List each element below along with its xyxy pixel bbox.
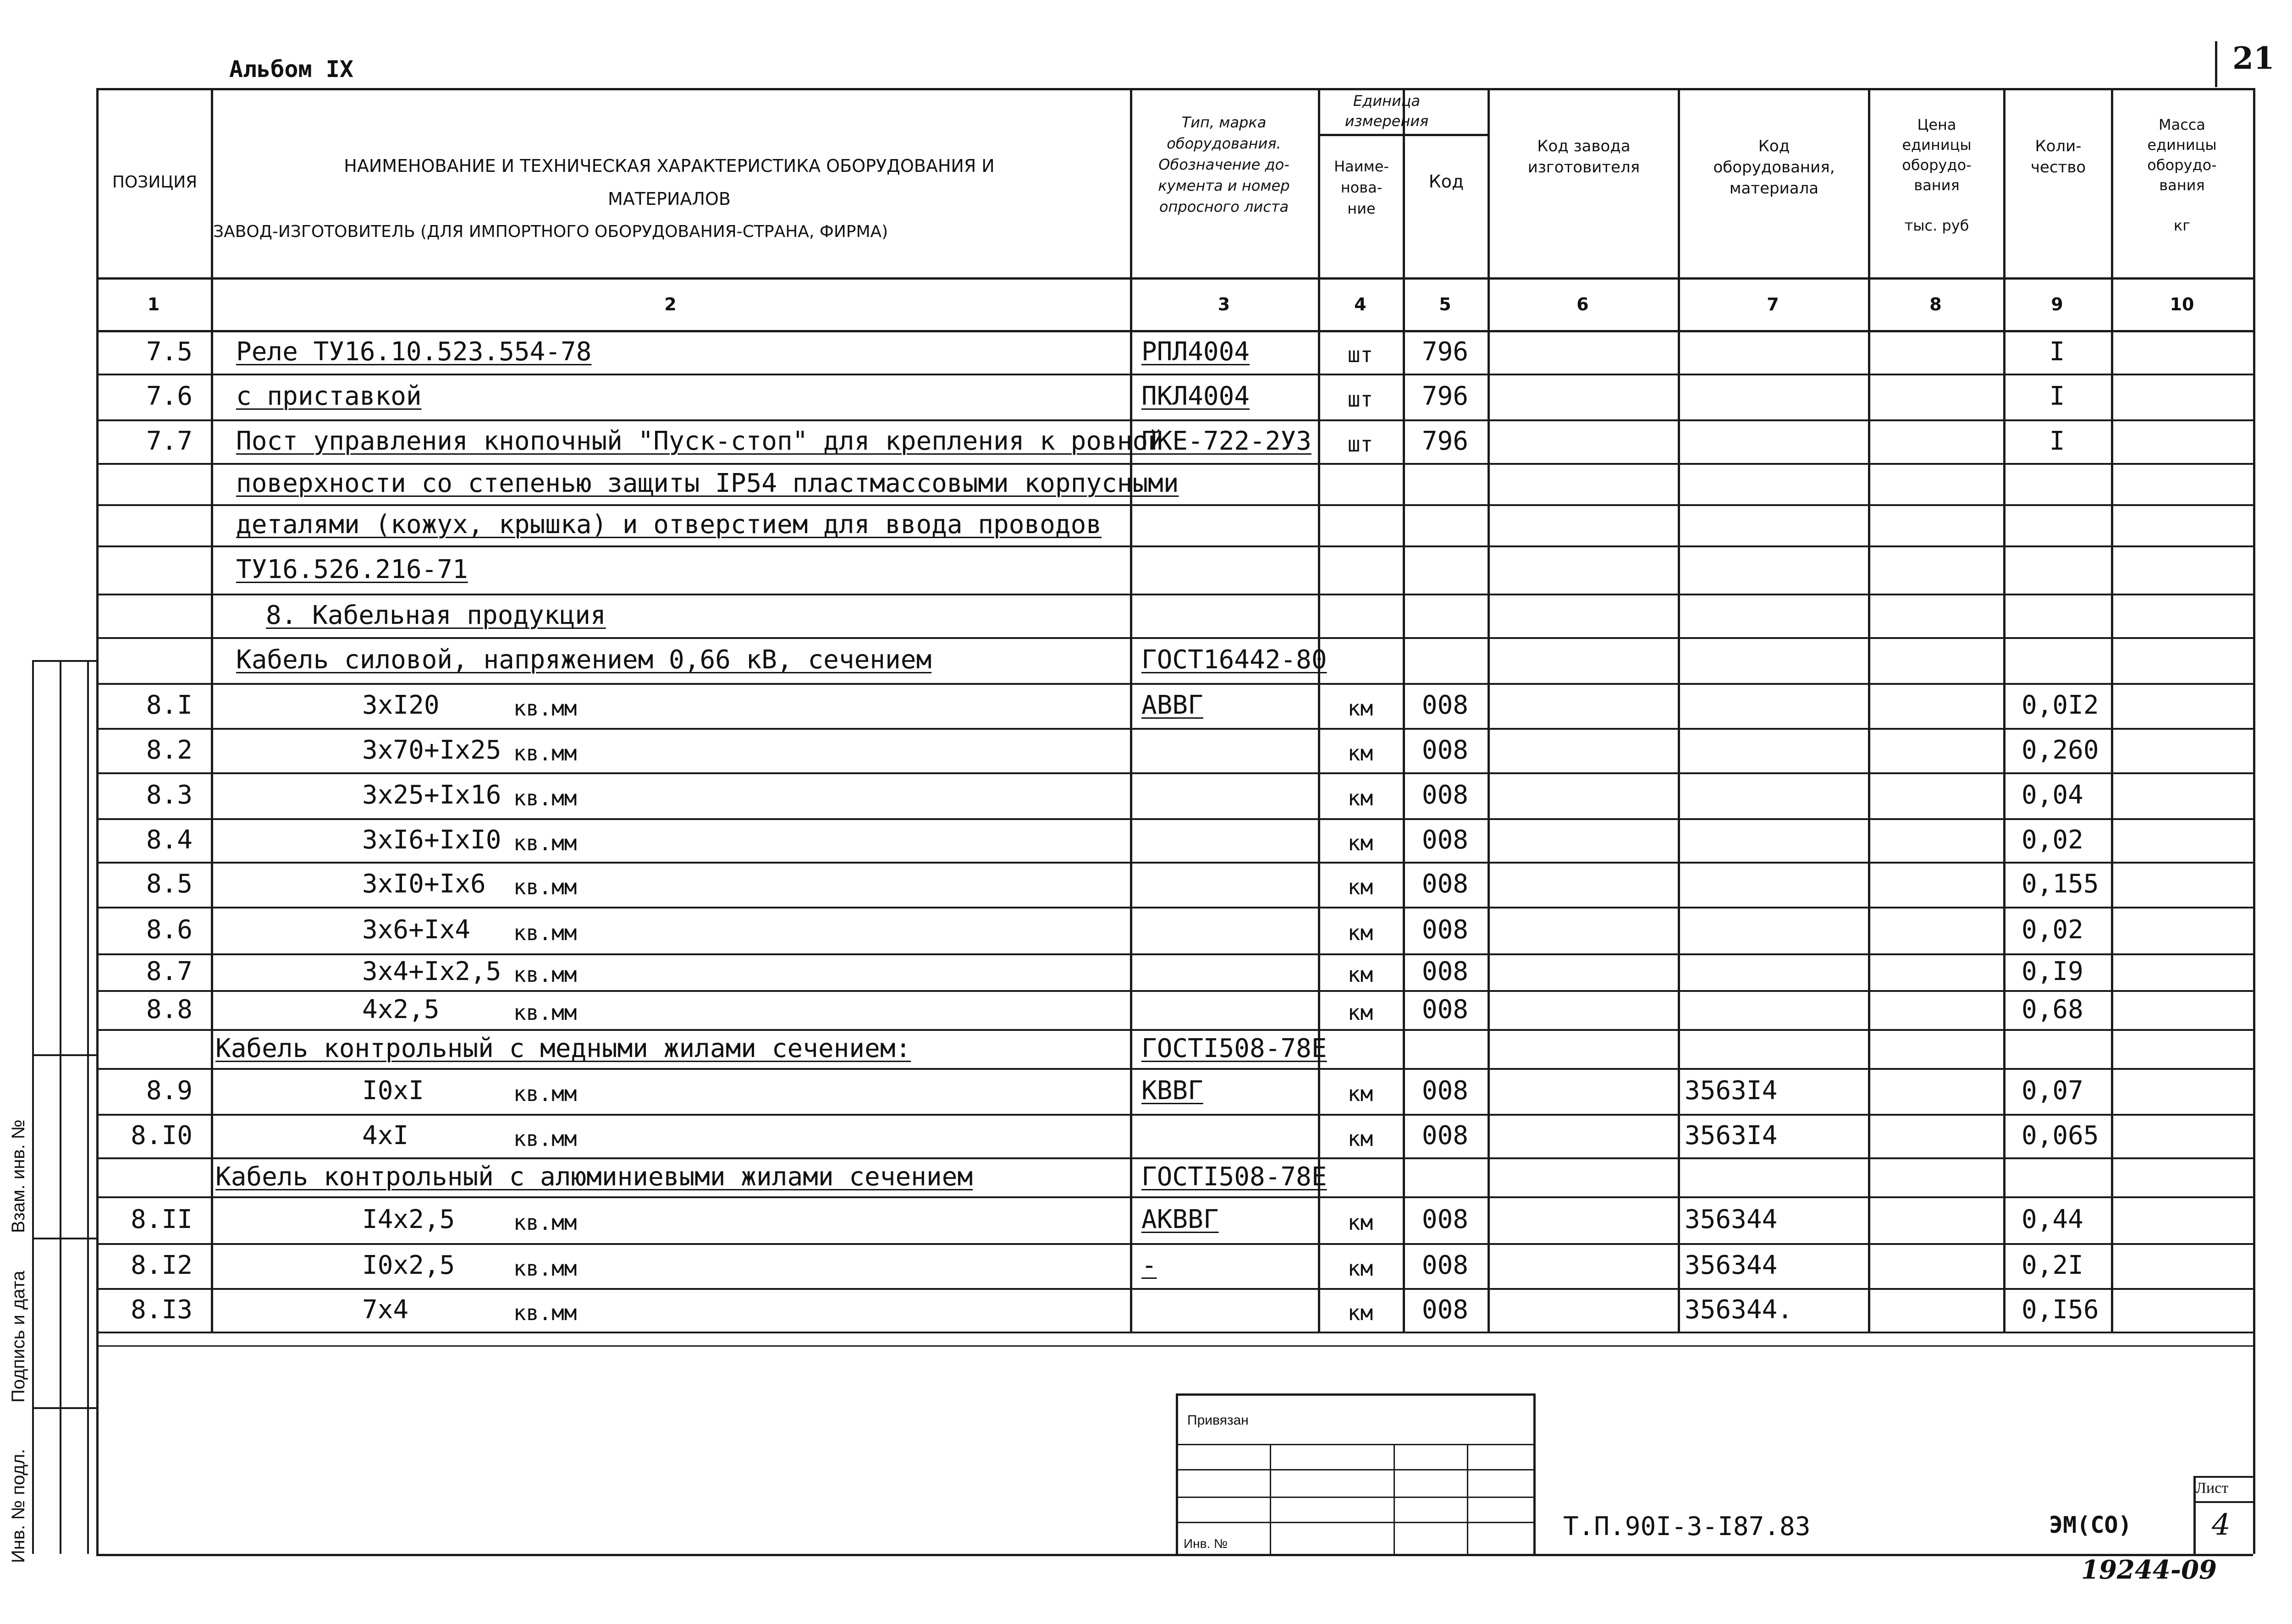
header-line: Код bbox=[1758, 137, 1790, 155]
section-unit-cell: кв.мм bbox=[513, 1081, 577, 1106]
title-block-line bbox=[2193, 1476, 2253, 1478]
side-stamp-signature: Подпись и дата bbox=[8, 1271, 28, 1403]
row-line bbox=[96, 683, 2253, 685]
unit-code-cell: 796 bbox=[1421, 381, 1469, 411]
corner-divider bbox=[2215, 41, 2217, 87]
type-cell: ГОСТI508-78Е bbox=[1141, 1033, 1327, 1063]
column-number: 8 bbox=[1929, 294, 1942, 314]
header-line: кумента и номер bbox=[1158, 177, 1290, 194]
stamp-label: Привязан bbox=[1187, 1413, 1249, 1428]
position-cell: 8.9 bbox=[146, 1076, 193, 1106]
row-line bbox=[96, 463, 2253, 465]
type-cell: РПЛ4004 bbox=[1141, 336, 1250, 367]
unit-code-cell: 008 bbox=[1421, 1250, 1469, 1280]
unit-code-cell: 008 bbox=[1421, 1120, 1469, 1151]
position-cell: 7.7 bbox=[146, 426, 193, 456]
unit-cell: шт bbox=[1347, 431, 1373, 457]
unit-code-cell: 008 bbox=[1421, 915, 1469, 945]
header-position: ПОЗИЦИЯ bbox=[112, 173, 198, 192]
sheet-corner-number: 21 bbox=[2232, 40, 2275, 76]
column-number: 10 bbox=[2170, 294, 2194, 314]
header-line: Наиме- bbox=[1334, 158, 1389, 175]
archive-number: 19244-09 bbox=[2081, 1555, 2217, 1585]
title-block-line bbox=[1533, 1393, 1536, 1554]
position-cell: 8.3 bbox=[146, 780, 193, 810]
column-number: 2 bbox=[664, 294, 677, 314]
position-cell: 7.5 bbox=[146, 336, 193, 367]
unit-cell: км bbox=[1347, 696, 1373, 721]
header-line: единицы bbox=[2147, 136, 2217, 154]
column-line bbox=[2253, 88, 2255, 1332]
row-line bbox=[96, 637, 2253, 639]
column-line bbox=[211, 88, 213, 1332]
inventory-label: Инв. № bbox=[1184, 1536, 1228, 1551]
header-line: тыс. руб bbox=[1904, 217, 1969, 234]
header-quantity bbox=[2006, 136, 2111, 178]
title-block-line bbox=[1176, 1497, 1533, 1498]
side-stamp-line bbox=[87, 660, 89, 1554]
title-block-line bbox=[1394, 1444, 1395, 1554]
unit-cell: км bbox=[1347, 1000, 1373, 1025]
unit-code-cell: 008 bbox=[1421, 957, 1469, 986]
column-number: 3 bbox=[1218, 294, 1230, 314]
header-line: оборудо- bbox=[1902, 156, 1972, 174]
position-cell: 8.I3 bbox=[131, 1294, 193, 1325]
row-line bbox=[96, 594, 2253, 595]
position-cell: 8.7 bbox=[146, 957, 193, 986]
header-line: оборудования. bbox=[1167, 135, 1281, 152]
quantity-cell: 0,02 bbox=[2022, 915, 2083, 945]
unit-code-cell: 008 bbox=[1421, 690, 1469, 720]
section-cell: 4х2,5 bbox=[362, 994, 440, 1024]
quantity-cell: 0,0I2 bbox=[2022, 690, 2099, 720]
section-cell: 3х4+Iх2,5 bbox=[362, 957, 501, 986]
unit-cell: км bbox=[1347, 962, 1373, 987]
unit-code-cell: 008 bbox=[1421, 994, 1469, 1024]
section-unit-cell: кв.мм bbox=[513, 875, 577, 899]
quantity-cell: I bbox=[2049, 426, 2065, 456]
quantity-cell: 0,07 bbox=[2022, 1076, 2083, 1106]
unit-code-cell: 008 bbox=[1421, 825, 1469, 855]
name-cell: Пост управления кнопочный "Пуск-стоп" для крепления к ровной bbox=[236, 426, 1163, 456]
type-cell: АКВВГ bbox=[1141, 1205, 1219, 1234]
unit-code-cell: 008 bbox=[1421, 1205, 1469, 1234]
section-unit-cell: кв.мм bbox=[513, 1256, 577, 1281]
name-cell: ТУ16.526.216-71 bbox=[236, 554, 468, 584]
section-cell: 3х25+Iх16 bbox=[362, 780, 501, 810]
column-number: 9 bbox=[2051, 294, 2063, 314]
row-line bbox=[96, 728, 2253, 730]
section-cell: 3хI20 bbox=[362, 690, 440, 720]
row-line bbox=[96, 818, 2253, 820]
row-line bbox=[96, 545, 2253, 547]
unit-code-cell: 008 bbox=[1421, 780, 1469, 810]
header-name-line2: МАТЕРИАЛОВ bbox=[608, 189, 731, 209]
section-unit-cell: кв.мм bbox=[513, 1300, 577, 1325]
frame-bottom-line bbox=[96, 1554, 2253, 1556]
quantity-cell: 0,065 bbox=[2022, 1120, 2099, 1151]
header-unit-group bbox=[1320, 92, 1453, 132]
row-line bbox=[96, 504, 2253, 506]
header-unit-code: Код bbox=[1428, 171, 1464, 192]
row-line bbox=[96, 990, 2253, 992]
section-unit-cell: кв.мм bbox=[513, 1000, 577, 1025]
header-line: Обозначение до- bbox=[1158, 156, 1289, 173]
row-line bbox=[96, 953, 2253, 955]
row-line bbox=[96, 374, 2253, 375]
name-cell: Кабель контрольный с алюминиевыми жилами сечением bbox=[215, 1162, 973, 1192]
header-line: ние bbox=[1347, 200, 1376, 217]
type-cell: - bbox=[1141, 1250, 1157, 1280]
section-unit-cell: кв.мм bbox=[513, 1126, 577, 1151]
row-line bbox=[96, 1114, 2253, 1116]
header-line: оборудования, bbox=[1713, 158, 1835, 176]
section-unit-cell: кв.мм bbox=[513, 962, 577, 987]
unit-code-cell: 008 bbox=[1421, 735, 1469, 765]
sheet-number: 4 bbox=[2212, 1508, 2231, 1542]
header-line: кг bbox=[2173, 217, 2191, 234]
column-line bbox=[1130, 88, 1132, 1332]
name-cell: с приставкой bbox=[236, 381, 422, 411]
section-unit-cell: кв.мм bbox=[513, 786, 577, 810]
column-line bbox=[2003, 88, 2006, 1332]
title-block-line bbox=[1467, 1444, 1468, 1554]
section-cell: 7х4 bbox=[362, 1294, 409, 1325]
unit-cell: км bbox=[1347, 875, 1373, 899]
side-stamp-replaces: Взам. инв. № bbox=[8, 1119, 28, 1233]
row-line bbox=[96, 1332, 2253, 1333]
quantity-cell: 0,44 bbox=[2022, 1205, 2083, 1234]
name-cell: деталями (кожух, крышка) и отверстием для ввода проводов bbox=[236, 510, 1102, 539]
unit-code-cell: 008 bbox=[1421, 869, 1469, 899]
quantity-cell: 0,I9 bbox=[2022, 957, 2083, 986]
type-cell: ГОСТI508-78Е bbox=[1141, 1162, 1327, 1192]
header-line: Тип, марка bbox=[1181, 114, 1267, 131]
equipment-code-cell: 356344. bbox=[1685, 1294, 1793, 1325]
unit-code-cell: 796 bbox=[1421, 336, 1469, 367]
header-line: Единица bbox=[1353, 92, 1421, 110]
frame-right-line bbox=[2253, 1332, 2255, 1554]
side-stamp-inventory: Инв. № подл. bbox=[8, 1448, 28, 1563]
type-cell: ПКЛ4004 bbox=[1141, 381, 1250, 411]
row-line bbox=[96, 1068, 2253, 1070]
unit-cell: км bbox=[1347, 920, 1373, 945]
header-factory-code bbox=[1490, 136, 1678, 178]
name-cell: 8. Кабельная продукция bbox=[266, 600, 606, 630]
header-line: вания bbox=[1914, 176, 1960, 194]
header-line bbox=[1870, 195, 2003, 215]
header-name-line1: НАИМЕНОВАНИЕ И ТЕХНИЧЕСКАЯ ХАРАКТЕРИСТИКА ОБОРУДОВАНИЯ И bbox=[344, 156, 995, 176]
row-line bbox=[96, 1157, 2253, 1159]
row-line bbox=[96, 1196, 2253, 1198]
position-cell: 8.II bbox=[131, 1205, 193, 1234]
row-line bbox=[96, 1243, 2253, 1245]
header-bottom-line bbox=[96, 277, 2253, 280]
side-stamp-line bbox=[32, 1054, 96, 1056]
header-line: Коли- bbox=[2035, 137, 2082, 155]
row-line bbox=[96, 772, 2253, 774]
column-number: 6 bbox=[1576, 294, 1589, 314]
equipment-code-cell: 356344 bbox=[1685, 1250, 1778, 1280]
quantity-cell: 0,2I bbox=[2022, 1250, 2083, 1280]
title-block-line bbox=[1176, 1522, 1533, 1523]
row-line bbox=[96, 862, 2253, 864]
row-line bbox=[96, 1029, 2253, 1031]
title-block-line bbox=[2193, 1501, 2253, 1503]
unit-cell: км bbox=[1347, 1256, 1373, 1281]
position-cell: 8.4 bbox=[146, 825, 193, 855]
header-name-line3: ЗАВОД-ИЗГОТОВИТЕЛЬ (ДЛЯ ИМПОРТНОГО ОБОРУДОВАНИЯ-СТРАНА, ФИРМА) bbox=[213, 222, 888, 241]
column-number: 7 bbox=[1767, 294, 1779, 314]
unit-cell: км bbox=[1347, 830, 1373, 855]
header-line: Цена bbox=[1917, 116, 1956, 133]
position-cell: 8.I2 bbox=[131, 1250, 193, 1280]
quantity-cell: I bbox=[2049, 336, 2065, 367]
unit-cell: км bbox=[1347, 1300, 1373, 1325]
section-unit-cell: кв.мм bbox=[513, 740, 577, 765]
equipment-code-cell: 3563I4 bbox=[1685, 1076, 1778, 1106]
equipment-code-cell: 3563I4 bbox=[1685, 1120, 1778, 1151]
column-line bbox=[1868, 88, 1870, 1332]
document-section: ЭМ(СО) bbox=[2049, 1512, 2132, 1538]
unit-code-cell: 796 bbox=[1421, 426, 1469, 456]
position-cell: 7.6 bbox=[146, 381, 193, 411]
unit-group-line bbox=[1318, 134, 1488, 136]
section-cell: 3х70+Iх25 bbox=[362, 735, 501, 765]
section-cell: I0х2,5 bbox=[362, 1250, 455, 1280]
frame-left-line bbox=[96, 1332, 99, 1554]
position-cell: 8.I0 bbox=[131, 1120, 193, 1151]
section-unit-cell: кв.мм bbox=[513, 830, 577, 855]
side-stamp-line bbox=[32, 660, 34, 1554]
table-top-line bbox=[96, 88, 2253, 90]
name-cell: Кабель контрольный с медными жилами сечением: bbox=[215, 1033, 911, 1063]
header-mass bbox=[2113, 115, 2251, 236]
header-line: материала bbox=[1729, 179, 1819, 198]
position-cell: 8.5 bbox=[146, 869, 193, 899]
section-unit-cell: кв.мм bbox=[513, 696, 577, 721]
header-line: оборудо- bbox=[2147, 156, 2217, 174]
column-line bbox=[2111, 88, 2113, 1332]
column-line bbox=[96, 88, 99, 1332]
header-line bbox=[2113, 195, 2251, 215]
name-cell: поверхности со степенью защиты IP54 пластмассовыми корпусными bbox=[236, 468, 1179, 498]
section-cell: 4хI bbox=[362, 1120, 409, 1151]
unit-cell: км bbox=[1347, 1126, 1373, 1151]
section-cell: 3х6+Iх4 bbox=[362, 915, 471, 945]
position-cell: 8.8 bbox=[146, 994, 193, 1024]
header-type-mark bbox=[1132, 112, 1316, 217]
quantity-cell: 0,68 bbox=[2022, 994, 2083, 1024]
section-cell: 3хI0+Iх6 bbox=[362, 869, 486, 899]
column-line bbox=[1488, 88, 1490, 1332]
position-cell: 8.2 bbox=[146, 735, 193, 765]
section-cell: I0хI bbox=[362, 1076, 424, 1106]
type-cell: ГОСТ16442-80 bbox=[1141, 645, 1327, 675]
side-stamp-line bbox=[60, 660, 61, 1554]
unit-cell: км bbox=[1347, 1210, 1373, 1235]
position-cell: 8.6 bbox=[146, 915, 193, 945]
header-line: вания bbox=[2159, 176, 2205, 194]
header-line: единицы bbox=[1902, 136, 1972, 154]
title-block-line bbox=[1176, 1469, 1533, 1470]
row-line bbox=[96, 1288, 2253, 1290]
title-block-line bbox=[1270, 1444, 1271, 1554]
column-number: 4 bbox=[1354, 294, 1366, 314]
quantity-cell: 0,02 bbox=[2022, 825, 2083, 855]
number-row-line bbox=[96, 330, 2253, 332]
header-line: изготовителя bbox=[1527, 158, 1640, 176]
quantity-cell: 0,155 bbox=[2022, 869, 2099, 899]
sheet-label: Лист bbox=[2196, 1480, 2229, 1497]
header-line: Код завода bbox=[1537, 137, 1631, 155]
quantity-cell: 0,260 bbox=[2022, 735, 2099, 765]
unit-cell: км bbox=[1347, 786, 1373, 810]
quantity-cell: 0,I56 bbox=[2022, 1294, 2099, 1325]
lower-line bbox=[96, 1345, 2253, 1347]
position-cell: 8.I bbox=[146, 690, 193, 720]
column-number: 1 bbox=[147, 294, 160, 314]
header-line: измерения bbox=[1344, 112, 1429, 130]
section-cell: I4х2,5 bbox=[362, 1205, 455, 1234]
header-line: опросного листа bbox=[1159, 198, 1289, 215]
unit-code-cell: 008 bbox=[1421, 1076, 1469, 1106]
quantity-cell: 0,04 bbox=[2022, 780, 2083, 810]
header-line: нова- bbox=[1340, 179, 1383, 196]
side-stamp-line bbox=[32, 1407, 96, 1409]
header-line: чество bbox=[2030, 158, 2086, 176]
header-unit-name bbox=[1320, 156, 1403, 219]
unit-cell: шт bbox=[1347, 342, 1373, 367]
section-unit-cell: кв.мм bbox=[513, 1210, 577, 1235]
side-stamp-line bbox=[32, 660, 96, 662]
row-line bbox=[96, 419, 2253, 421]
column-line bbox=[1678, 88, 1680, 1332]
title-block-line bbox=[1176, 1393, 1178, 1554]
type-cell: ПКЕ-722-2У3 bbox=[1141, 426, 1311, 456]
document-code: Т.П.90I-3-I87.83 bbox=[1563, 1512, 1811, 1541]
title-block-line bbox=[1176, 1393, 1533, 1396]
name-cell: Реле ТУ16.10.523.554-78 bbox=[236, 336, 592, 367]
section-cell: 3хI6+IхI0 bbox=[362, 825, 501, 855]
name-cell: Кабель силовой, напряжением 0,66 кВ, сечением bbox=[236, 645, 932, 675]
section-unit-cell: кв.мм bbox=[513, 920, 577, 945]
type-cell: АВВГ bbox=[1141, 690, 1203, 720]
album-label: Альбом IX bbox=[229, 56, 353, 83]
unit-cell: км bbox=[1347, 1081, 1373, 1106]
type-cell: КВВГ bbox=[1141, 1076, 1203, 1106]
title-block-line bbox=[1176, 1444, 1533, 1445]
column-number: 5 bbox=[1439, 294, 1451, 314]
row-line bbox=[96, 907, 2253, 908]
unit-code-cell: 008 bbox=[1421, 1294, 1469, 1325]
equipment-code-cell: 356344 bbox=[1685, 1205, 1778, 1234]
header-equipment-code bbox=[1680, 136, 1868, 199]
quantity-cell: I bbox=[2049, 381, 2065, 411]
unit-cell: км bbox=[1347, 740, 1373, 765]
side-stamp-line bbox=[32, 1238, 96, 1239]
unit-cell: шт bbox=[1347, 387, 1373, 412]
header-price bbox=[1870, 115, 2003, 236]
header-line: Масса bbox=[2158, 116, 2205, 133]
